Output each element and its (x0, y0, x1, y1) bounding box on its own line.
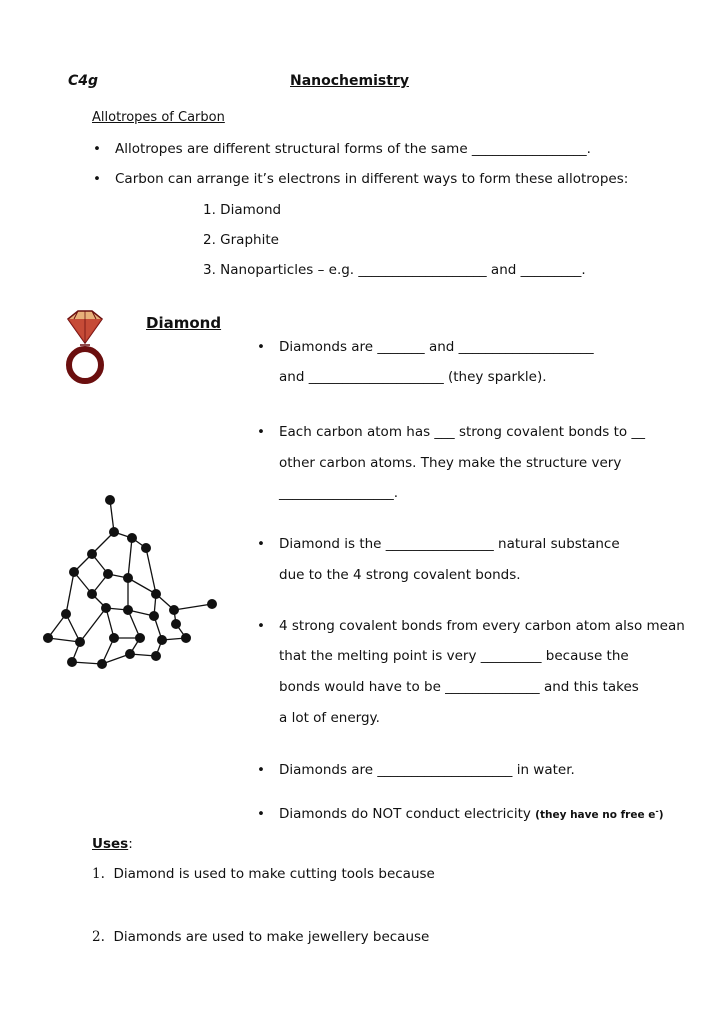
allotropes-bullet-1: • Allotropes are different structural forms of the same _________________. (115, 141, 591, 157)
allotrope-list-item: 1. Diamond (203, 202, 282, 218)
lattice-atom (87, 549, 97, 559)
lattice-bond (174, 604, 212, 610)
lattice-bond (66, 572, 74, 614)
lattice-atom (141, 543, 151, 553)
allotropes-heading: Allotropes of Carbon (92, 110, 225, 125)
diamond-lattice-diagram (36, 490, 246, 680)
lattice-atom (123, 605, 133, 615)
lattice-atom (109, 633, 119, 643)
lattice-bond (146, 548, 156, 594)
lattice-bond (128, 538, 132, 578)
diamond-line: • 4 strong covalent bonds from every carbon atom also mean (279, 618, 685, 634)
lattice-atom (109, 527, 119, 537)
conductivity-text: Diamonds do NOT conduct electricity (279, 806, 531, 822)
lattice-bond (80, 608, 106, 642)
lattice-atom (105, 495, 115, 505)
diamond-heading: Diamond (146, 314, 222, 332)
allotrope-list-item: 3. Nanoparticles – e.g. ___________________ and _________. (203, 262, 586, 278)
lattice-atom (61, 609, 71, 619)
lattice-atom (149, 611, 159, 621)
conductivity-note: (they have no free e-) (535, 806, 664, 821)
lattice-atom (207, 599, 217, 609)
page-title: Nanochemistry (290, 73, 409, 89)
lattice-atom (123, 573, 133, 583)
lattice-atom (97, 659, 107, 669)
lattice-atom (127, 533, 137, 543)
allotrope-list-item: 2. Graphite (203, 232, 279, 248)
diamond-line: other carbon atoms. They make the structure very (279, 455, 622, 471)
diamond-line: • Diamonds are ____________________ in water. (279, 762, 575, 778)
diamond-line: due to the 4 strong covalent bonds. (279, 567, 521, 583)
lattice-atom (43, 633, 53, 643)
diamond-line: _________________. (279, 485, 399, 501)
uses-item: 2. Diamonds are used to make jewellery because (92, 929, 430, 945)
lattice-atom (169, 605, 179, 615)
allotropes-bullet-2: • Carbon can arrange it’s electrons in different ways to form these allotropes: (115, 171, 628, 187)
lattice-atom (75, 637, 85, 647)
lattice-atom (103, 569, 113, 579)
lattice-atom (181, 633, 191, 643)
diamond-line: • Diamond is the ________________ natural substance (279, 536, 620, 552)
lattice-atom (87, 589, 97, 599)
diamond-line: bonds would have to be ______________ and this takes (279, 679, 639, 695)
diamond-line: that the melting point is very _________ because the (279, 648, 629, 664)
lattice-atom (125, 649, 135, 659)
diamond-line (279, 806, 664, 822)
diamond-line: a lot of energy. (279, 710, 380, 726)
uses-item: 1. Diamond is used to make cutting tools because (92, 866, 435, 882)
lattice-atom (101, 603, 111, 613)
diamond-line: • Each carbon atom has ___ strong covalent bonds to __ (279, 424, 645, 440)
lattice-atom (171, 619, 181, 629)
section-code: C4g (68, 73, 99, 89)
lattice-atom (151, 651, 161, 661)
diamond-line: • Diamonds are _______ and ____________________ (279, 339, 594, 355)
uses-heading: Uses: (92, 836, 133, 852)
lattice-atom (135, 633, 145, 643)
diamond-ring-icon (60, 305, 110, 385)
lattice-atom (151, 589, 161, 599)
lattice-atom (67, 657, 77, 667)
lattice-atom (157, 635, 167, 645)
diamond-line: and ____________________ (they sparkle). (279, 369, 547, 385)
lattice-atom (69, 567, 79, 577)
